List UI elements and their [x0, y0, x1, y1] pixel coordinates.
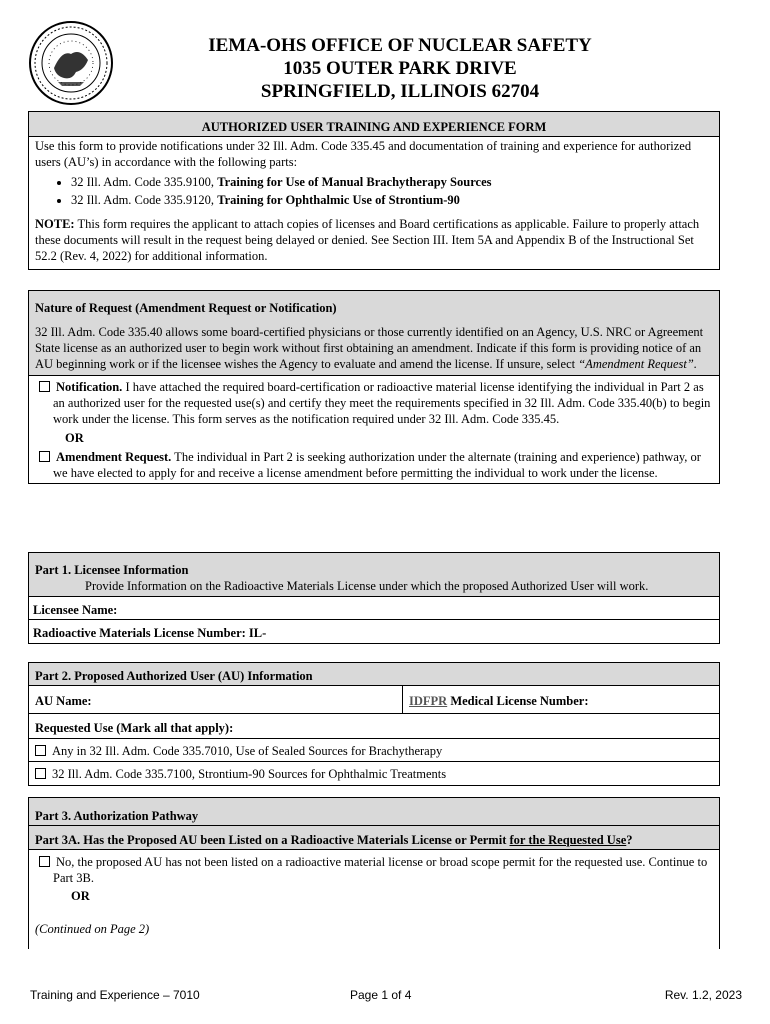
- form-intro-box: [28, 111, 720, 270]
- or-separator: OR: [65, 431, 84, 445]
- footer-revision: Rev. 1.2, 2023: [664, 988, 742, 1002]
- bullet-title: Training for Use of Manual Brachytherapy Sources: [217, 175, 492, 189]
- nature-of-request-section: [28, 290, 720, 484]
- part3a-question: [29, 826, 719, 850]
- header-line-3: SPRINGFIELD, ILLINOIS 62704: [260, 81, 540, 102]
- part1-section: [28, 552, 720, 644]
- amendment-option[interactable]: [35, 449, 713, 481]
- no-option-text: No, the proposed AU has not been listed on a radioactive material license or broad scope permit for the requested use. Continue to Part 3B.: [53, 855, 708, 885]
- use-option-strontium[interactable]: [29, 762, 719, 785]
- part2-section: [28, 662, 720, 786]
- use-option-label: 32 Ill. Adm. Code 335.7100, Strontium-90 Sources for Ophthalmic Treatments: [52, 767, 447, 781]
- list-item: [71, 174, 713, 190]
- idfpr-link[interactable]: IDFPR: [409, 694, 448, 708]
- form-intro-text: Use this form to provide notifications under 32 Ill. Adm. Code 335.45 and documentation of training and experience for authorized users (AU’s) in accordance with the following parts:: [35, 139, 692, 169]
- requested-use-label: Requested Use (Mark all that apply):: [29, 714, 719, 739]
- au-name-label: AU Name:: [35, 694, 92, 708]
- footer-page-number: Page 1 of 4: [350, 988, 412, 1002]
- notification-checkbox[interactable]: [39, 381, 50, 392]
- bullet-code: 32 Ill. Adm. Code 335.9100,: [71, 175, 218, 189]
- use-option-brachytherapy[interactable]: [29, 739, 719, 762]
- header-line-1: IEMA-OHS OFFICE OF NUCLEAR SAFETY: [208, 35, 592, 56]
- list-item: [71, 192, 713, 208]
- medical-license-label: Medical License Number:: [447, 694, 589, 708]
- part1-subtitle: Provide Information on the Radioactive Materials License under which the proposed Authorized User will work.: [85, 579, 649, 593]
- or-separator: OR: [71, 889, 90, 903]
- amendment-text: The individual in Part 2 is seeking authorization under the alternate (training and experience) pathway, or we have elected to apply for and receive a license amendment before permitting the individual to work under the license.: [53, 450, 701, 480]
- amendment-label: Amendment Request.: [56, 450, 172, 464]
- au-name-field[interactable]: [29, 686, 403, 713]
- bullet-title: Training for Ophthalmic Use of Strontium-90: [217, 193, 460, 207]
- nature-options: [29, 376, 719, 483]
- header-line-2: 1035 OUTER PARK DRIVE: [283, 58, 517, 79]
- license-number-field[interactable]: [29, 620, 719, 643]
- part3-title: Part 3. Authorization Pathway: [29, 798, 719, 826]
- notification-text: I have attached the required board-certification or radioactive material license identifying the individual in Part 2 as an authorized user for the requested use(s) and certify they meet the requirements specified in 32 Ill. Adm. Code 335.40(b) to begin work under the license. This form serves as the notification required under 32 Ill. Adm. Code 335.45.: [53, 380, 711, 426]
- nature-body: [35, 324, 713, 372]
- notification-label: Notification.: [56, 380, 123, 394]
- notification-option[interactable]: [35, 379, 713, 427]
- q3a-underlined: for the Requested Use: [509, 833, 627, 847]
- no-checkbox[interactable]: [39, 856, 50, 867]
- part1-header: [29, 553, 719, 597]
- nature-title: Nature of Request (Amendment Request or Notification): [35, 301, 337, 315]
- part2-title: Part 2. Proposed Authorized User (AU) Information: [29, 663, 719, 686]
- bullet-code: 32 Ill. Adm. Code 335.9120,: [71, 193, 218, 207]
- state-seal-icon: [28, 20, 114, 106]
- q3a-text: Part 3A. Has the Proposed AU been Listed on a Radioactive Materials License or Permit: [35, 833, 510, 847]
- footer-form-id: Training and Experience – 7010: [30, 988, 200, 1002]
- brachytherapy-checkbox[interactable]: [35, 745, 46, 756]
- note-label: NOTE:: [35, 217, 75, 231]
- license-number-label: Radioactive Materials License Number: IL-: [33, 626, 267, 640]
- no-option[interactable]: [35, 854, 713, 886]
- form-title: AUTHORIZED USER TRAINING AND EXPERIENCE FORM: [29, 112, 719, 137]
- part1-title: Part 1. Licensee Information: [35, 563, 189, 577]
- licensee-name-field[interactable]: [29, 597, 719, 620]
- part3-section: [28, 797, 720, 949]
- licensee-name-label: Licensee Name:: [33, 603, 118, 617]
- amendment-checkbox[interactable]: [39, 451, 50, 462]
- medical-license-field[interactable]: [403, 686, 595, 713]
- q3a-suffix: ?: [626, 833, 633, 847]
- note-text: This form requires the applicant to attach copies of licenses and Board certifications as applicable. Failure to properly attach these documents will result in the request being delayed or denied. See Section III. Item 5A and Appendix B of the Instructional Set 52.2 (Rev. 4, 2022) for additional information.: [35, 217, 700, 263]
- nature-body-text: 32 Ill. Adm. Code 335.40 allows some board-certified physicians or those currently identified on an Agency, U.S. NRC or Agreement State license as an authorized user to begin work without first obtaining an amendment. Indicate if this form is providing notice of an AU beginning work or if the licensee wishes the Agency to evaluate and amend the license. If unsure, select: [35, 325, 704, 371]
- continued-note: (Continued on Page 2): [35, 922, 150, 936]
- form-note: [35, 216, 713, 264]
- au-info-row: [29, 686, 719, 714]
- nature-body-emphasis: “Amendment Request”.: [578, 357, 697, 371]
- parts-list: [35, 174, 713, 208]
- use-option-label: Any in 32 Ill. Adm. Code 335.7010, Use of Sealed Sources for Brachytherapy: [52, 744, 443, 758]
- part3a-options: [29, 850, 719, 937]
- strontium-checkbox[interactable]: [35, 768, 46, 779]
- form-intro-body: [29, 137, 719, 269]
- nature-header: [29, 291, 719, 376]
